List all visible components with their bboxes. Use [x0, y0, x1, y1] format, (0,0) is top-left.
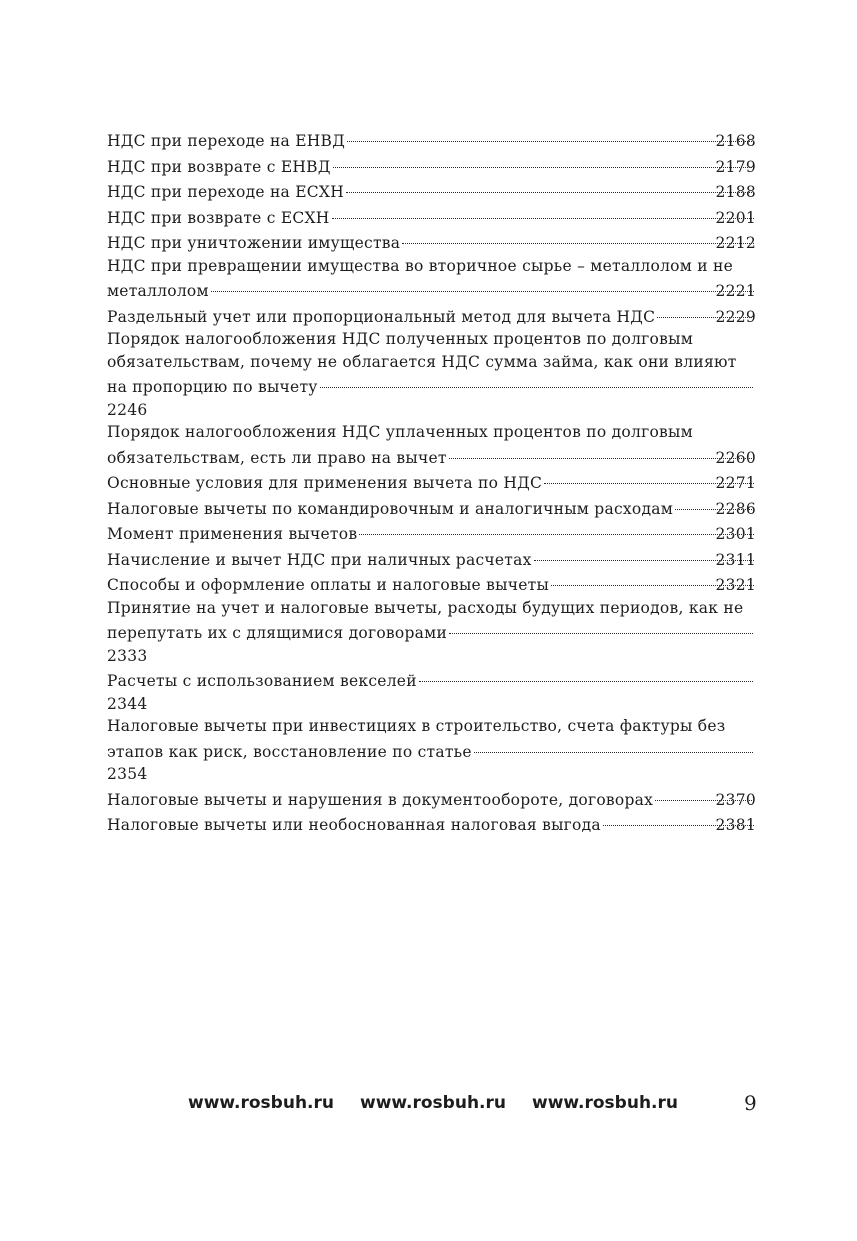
toc-entry-title: НДС при уничтожении имущества [107, 234, 401, 252]
toc-entry-title: Момент применения вычетов [107, 525, 358, 543]
dot-leader [449, 440, 754, 459]
toc-entry-title: Налоговые вычеты по командировочным и аналогичным расходам [107, 499, 674, 518]
dot-leader [347, 123, 753, 142]
toc-entry-title: Раздельный учет или пропорциональный метод для вычета НДС [107, 307, 656, 326]
toc-entry-title: Налоговые вычеты или необоснованная налоговая выгода [107, 816, 601, 834]
dot-leader [346, 174, 754, 193]
page-number: 9 [744, 1091, 757, 1115]
toc-entry-title-line: обязательствам, почему не облагается НДС сумма займа, как они влияют [107, 352, 737, 371]
toc-entry-title: НДС при возврате с ЕНВД [107, 157, 331, 176]
toc-entry-title: Начисление и вычет НДС при наличных расчетах [107, 550, 532, 569]
toc-entry-title: Налоговые вычеты и нарушения в документообороте, договорах [107, 790, 654, 809]
dot-leader [534, 542, 754, 561]
toc-entry-title: Расчеты с использованием векселей [107, 672, 417, 690]
toc-entry-title: НДС при возврате с ЕСХН [107, 208, 330, 227]
page-footer [0, 1093, 857, 1117]
dot-leader [320, 369, 753, 388]
dot-leader [333, 149, 754, 168]
dot-leader [551, 567, 753, 586]
dot-leader [359, 516, 753, 535]
toc-entry[interactable] [107, 715, 756, 786]
toc-entry-title-line: металлолом [107, 282, 209, 300]
dot-leader [474, 734, 753, 753]
footer-link[interactable]: www.rosbuh.ru [188, 1093, 334, 1113]
toc-entry-title-line: Налоговые вычеты при инвестициях в строительство, счета фактуры без [107, 717, 726, 735]
toc-entry[interactable] [107, 597, 756, 668]
dot-leader [603, 807, 754, 826]
toc-entry-title-line: НДС при превращении имущества во вторичное сырье – металлолом и не [107, 256, 734, 275]
toc-entry-page: 2354 [107, 765, 148, 783]
toc-entry-title-line: на пропорцию по вычету [107, 378, 318, 396]
footer-link[interactable]: www.rosbuh.ru [360, 1093, 506, 1113]
toc-entry-title-line: перепутать их с длящимися договорами [107, 624, 448, 642]
dot-leader [544, 465, 753, 484]
dot-leader [332, 200, 754, 219]
dot-leader [211, 273, 754, 292]
toc-entry[interactable] [107, 469, 756, 495]
toc-entry-title-line: Порядок налогообложения НДС полученных процентов по долговым [107, 330, 694, 348]
toc-entry-title-line: Порядок налогообложения НДС уплаченных процентов по долговым [107, 423, 693, 441]
toc-entry[interactable] [107, 421, 756, 469]
toc-entry[interactable] [107, 229, 756, 255]
toc-entry-page: 2246 [107, 400, 148, 419]
toc-entry[interactable] [107, 667, 756, 715]
dot-leader [419, 663, 753, 682]
toc-entry-title: Способы и оформление оплаты и налоговые вычеты [107, 576, 550, 594]
footer-links [188, 1093, 704, 1113]
toc-entry[interactable] [107, 255, 756, 303]
toc-entry-title: НДС при переходе на ЕНВД [107, 132, 346, 150]
toc-entry[interactable] [107, 303, 756, 329]
toc-entry-title: Основные условия для применения вычета по НДС [107, 474, 543, 492]
toc-entry-page: 2344 [107, 694, 148, 713]
toc-entry-title-line: обязательствам, есть ли право на вычет [107, 448, 447, 467]
table-of-contents [107, 127, 756, 837]
dot-leader [657, 299, 753, 318]
dot-leader [655, 782, 753, 801]
dot-leader [402, 225, 753, 244]
toc-entry-title: НДС при переходе на ЕСХН [107, 183, 344, 201]
toc-entry-title-line: Принятие на учет и налоговые вычеты, расходы будущих периодов, как не [107, 598, 744, 617]
toc-entry-page: 2333 [107, 646, 148, 665]
toc-entry[interactable] [107, 811, 756, 837]
toc-entry[interactable] [107, 571, 756, 597]
footer-link[interactable]: www.rosbuh.ru [532, 1093, 678, 1113]
toc-entry-title-line: этапов как риск, восстановление по статье [107, 742, 472, 761]
toc-entry[interactable] [107, 328, 756, 421]
dot-leader [449, 615, 753, 634]
dot-leader [675, 491, 753, 510]
